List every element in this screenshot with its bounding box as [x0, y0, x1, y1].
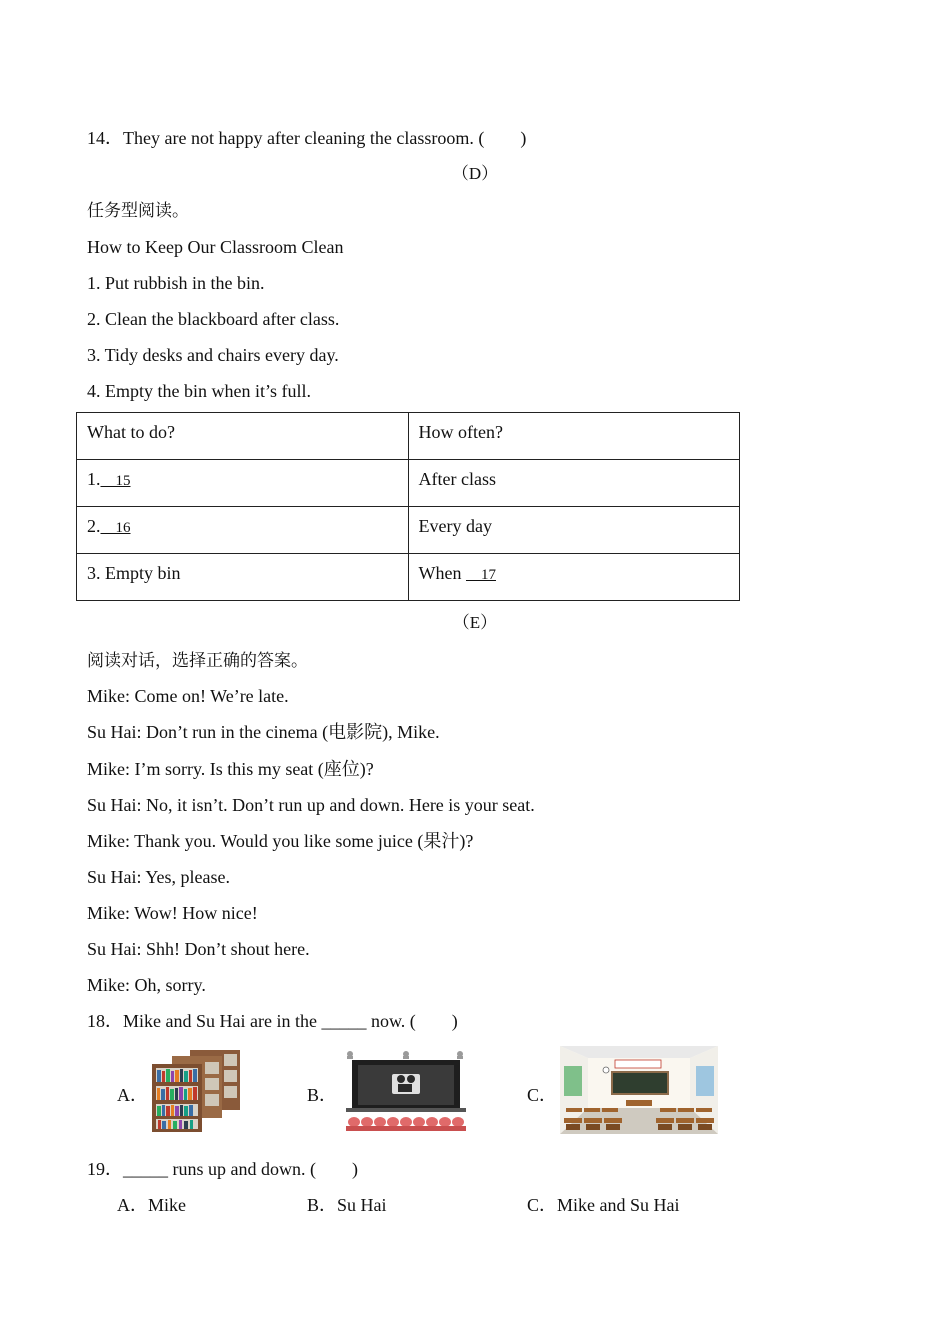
reading-item-4: 4. Empty the bin when it’s full. — [87, 381, 311, 401]
question-14: 14．They are not happy after cleaning the classroom. ( ) — [87, 128, 527, 148]
reading-item-2: 2. Clean the blackboard after class. — [87, 309, 340, 329]
answer-blank-17[interactable]: 17 — [465, 567, 496, 583]
cell-prefix: 2. — [87, 516, 101, 536]
cell-prefix: When — [418, 563, 466, 583]
question-18: 18．Mike and Su Hai are in the _____ now. ( ) — [87, 1011, 458, 1031]
option-b-label[interactable]: B． — [307, 1085, 338, 1105]
table-cell — [77, 460, 409, 507]
section-d-instruction: 任务型阅读。 — [87, 201, 189, 221]
cell-prefix: 1. — [87, 469, 101, 489]
section-e-label: （E） — [452, 613, 498, 632]
bookshelves-image[interactable] — [150, 1048, 242, 1134]
reading-title: How to Keep Our Classroom Clean — [87, 237, 344, 257]
dialogue-line: Su Hai: Yes, please. — [87, 867, 230, 887]
q19-option-a[interactable]: A．Mike — [117, 1195, 186, 1215]
classroom-icon — [560, 1046, 718, 1134]
dialogue-line: Mike: I’m sorry. Is this my seat (座位)? — [87, 759, 374, 779]
dialogue-line: Mike: Come on! We’re late. — [87, 686, 289, 706]
dialogue-line: Mike: Oh, sorry. — [87, 975, 206, 995]
section-d-label: （D） — [451, 164, 499, 183]
table-header-row — [77, 413, 740, 460]
table-header-cell: How often? — [408, 413, 740, 460]
bookshelf-icon — [152, 1050, 240, 1132]
option-a-label[interactable]: A． — [117, 1085, 148, 1105]
answer-blank-16[interactable]: 16 — [100, 520, 131, 536]
table-row — [77, 554, 740, 601]
dialogue-line: Su Hai: Don’t run in the cinema (电影院), Mike. — [87, 722, 440, 742]
question-19: 19．_____ runs up and down. ( ) — [87, 1159, 358, 1179]
table-row — [77, 507, 740, 554]
table-header-cell: What to do? — [77, 413, 409, 460]
dialogue-line: Su Hai: Shh! Don’t shout here. — [87, 939, 310, 959]
option-c-label[interactable]: C． — [527, 1085, 558, 1105]
section-e-instruction: 阅读对话，选择正确的答案。 — [87, 651, 308, 671]
cinema-image[interactable] — [344, 1048, 468, 1132]
q19-option-c[interactable]: C．Mike and Su Hai — [527, 1195, 680, 1215]
table-cell: 3. Empty bin — [77, 554, 409, 601]
task-table — [76, 412, 740, 601]
dialogue-line: Mike: Wow! How nice! — [87, 903, 258, 923]
q19-option-b[interactable]: B．Su Hai — [307, 1195, 387, 1215]
dialogue-line: Su Hai: No, it isn’t. Don’t run up and down. Here is your seat. — [87, 795, 535, 815]
reading-item-3: 3. Tidy desks and chairs every day. — [87, 345, 339, 365]
answer-blank-15[interactable]: 15 — [100, 473, 131, 489]
cinema-screen-icon — [346, 1051, 466, 1131]
table-cell: Every day — [408, 507, 740, 554]
table-cell — [408, 554, 740, 601]
dialogue-line: Mike: Thank you. Would you like some juice (果汁)? — [87, 831, 474, 851]
table-row — [77, 460, 740, 507]
classroom-image[interactable] — [560, 1046, 718, 1134]
reading-item-1: 1. Put rubbish in the bin. — [87, 273, 265, 293]
table-cell: After class — [408, 460, 740, 507]
table-cell — [77, 507, 409, 554]
